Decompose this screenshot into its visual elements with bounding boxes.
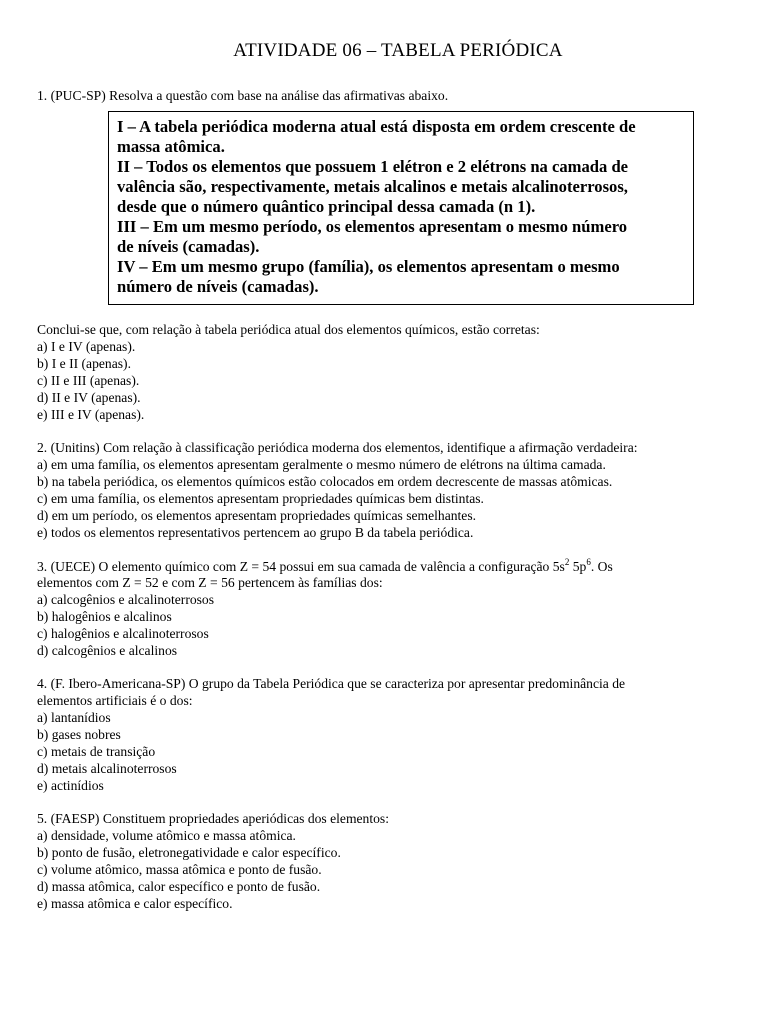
statement-line: III – Em um mesmo período, os elementos apresentam o mesmo número — [117, 217, 628, 236]
q1-option-d: d) II e IV (apenas). — [37, 390, 141, 405]
statement-line: IV – Em um mesmo grupo (família), os elementos apresentam o mesmo — [117, 257, 620, 276]
q1-option-a: a) I e IV (apenas). — [37, 339, 136, 354]
q5-option-c: c) volume atômico, massa atômica e ponto de fusão. — [37, 862, 322, 877]
q3-superscript: 2 — [564, 557, 570, 567]
q3-stem-part: . Os — [590, 559, 613, 574]
q3-superscript: 6 — [586, 557, 591, 567]
statement-line: número de níveis (camadas). — [117, 277, 319, 296]
q2-stem: 2. (Unitins) Com relação à classificação periódica moderna dos elementos, identifique a afirmação verdadeira: — [37, 440, 638, 455]
statement-line: valência são, respectivamente, metais alcalinos e metais alcalinoterrosos, — [117, 177, 628, 196]
q3-option-b: b) halogênios e alcalinos — [37, 609, 172, 624]
q2-option-a: a) em uma família, os elementos apresentam geralmente o mesmo número de elétrons na última camada. — [37, 457, 606, 472]
statement-line: de níveis (camadas). — [117, 237, 260, 256]
q5-option-b: b) ponto de fusão, eletronegatividade e calor específico. — [37, 845, 341, 860]
q4-stem-line2: elementos artificiais é o dos: — [37, 693, 193, 708]
q3-stem-part: 5p — [569, 559, 587, 574]
statement-line: II – Todos os elementos que possuem 1 elétron e 2 elétrons na camada de — [117, 157, 629, 176]
q4-option-e: e) actinídios — [37, 778, 104, 793]
q5-option-a: a) densidade, volume atômico e massa atômica. — [37, 828, 296, 843]
q4-option-d: d) metais alcalinoterrosos — [37, 761, 177, 776]
q1-option-c: c) II e III (apenas). — [37, 373, 140, 388]
q5-option-d: d) massa atômica, calor específico e ponto de fusão. — [37, 879, 321, 894]
q4-option-a: a) lantanídios — [37, 710, 111, 725]
statement-line: I – A tabela periódica moderna atual está disposta em ordem crescente de — [117, 117, 636, 136]
q1-conclusion: Conclui-se que, com relação à tabela periódica atual dos elementos químicos, estão corretas: — [37, 322, 540, 337]
statement-line: massa atômica. — [117, 137, 225, 156]
q4-stem: 4. (F. Ibero-Americana-SP) O grupo da Tabela Periódica que se caracteriza por apresentar predominância de — [37, 676, 626, 691]
q4-option-c: c) metais de transição — [37, 744, 156, 759]
page-title — [0, 40, 768, 62]
q2-option-b: b) na tabela periódica, os elementos químicos estão colocados em ordem decrescente de massas atômicas. — [37, 474, 613, 489]
q3-stem — [37, 558, 613, 575]
q3-option-d: d) calcogênios e alcalinos — [37, 643, 178, 658]
q1-option-e: e) III e IV (apenas). — [37, 407, 145, 422]
q1-statements-box — [108, 111, 694, 305]
q1-stem: 1. (PUC-SP) Resolva a questão com base na análise das afirmativas abaixo. — [37, 88, 449, 103]
q2-option-c: c) em uma família, os elementos apresentam propriedades químicas bem distintas. — [37, 491, 484, 506]
q3-option-a: a) calcogênios e alcalinoterrosos — [37, 592, 215, 607]
q3-option-c: c) halogênios e alcalinoterrosos — [37, 626, 209, 641]
q3-stem-line2: elementos com Z = 52 e com Z = 56 pertencem às famílias dos: — [37, 575, 383, 590]
title-text: ATIVIDADE 06 – TABELA PERIÓDICA — [233, 40, 563, 61]
q3-stem-part: 3. (UECE) O elemento químico com Z = 54 possui em sua camada de valência a configuração 5s — [37, 559, 565, 574]
q1-option-b: b) I e II (apenas). — [37, 356, 131, 371]
q4-option-b: b) gases nobres — [37, 727, 121, 742]
q5-option-e: e) massa atômica e calor específico. — [37, 896, 233, 911]
statement-line: desde que o número quântico principal dessa camada (n 1). — [117, 197, 536, 216]
q5-stem: 5. (FAESP) Constituem propriedades aperiódicas dos elementos: — [37, 811, 389, 826]
q2-option-e: e) todos os elementos representativos pertencem ao grupo B da tabela periódica. — [37, 525, 474, 540]
q2-option-d: d) em um período, os elementos apresentam propriedades químicas semelhantes. — [37, 508, 477, 523]
